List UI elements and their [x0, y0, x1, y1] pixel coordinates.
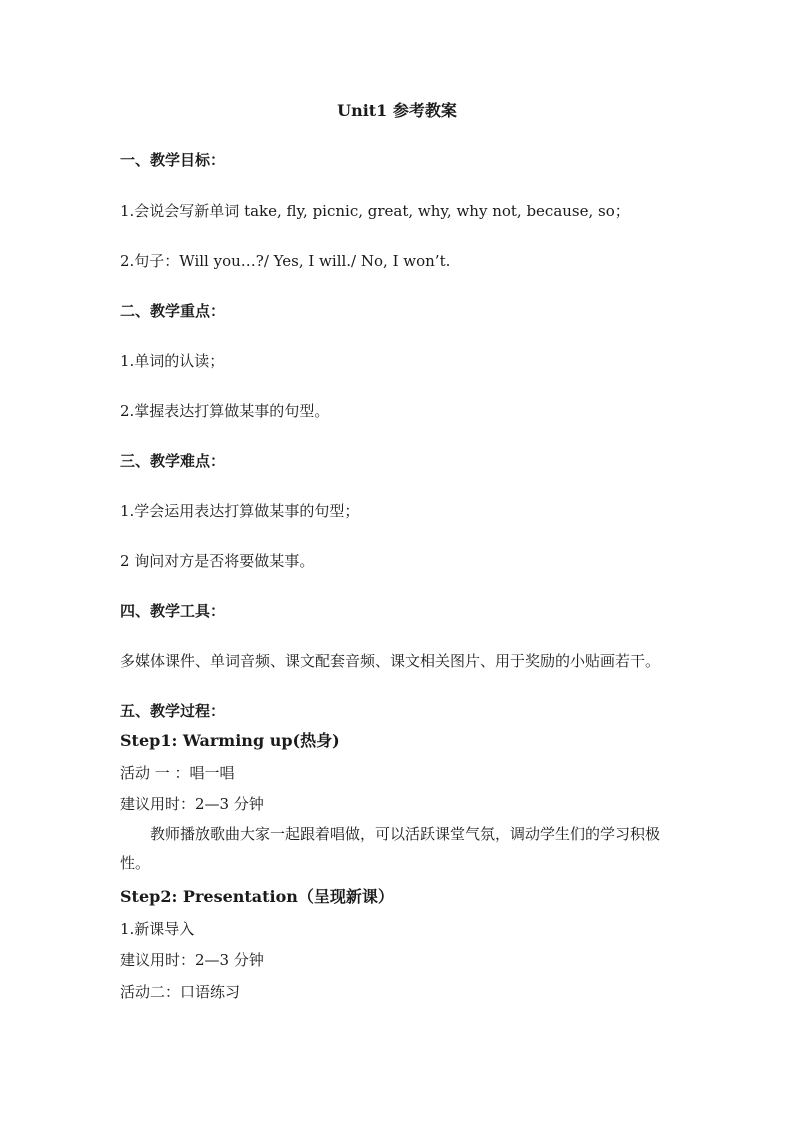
section-heading-key-points: 二、教学重点：: [120, 302, 226, 320]
document-title: Unit1 参考教案: [337, 101, 457, 120]
difficulty-item-2: 2 询问对方是否将要做某事。: [120, 552, 315, 570]
difficulty-item-1: 1.学会运用表达打算做某事的句型；: [120, 502, 360, 520]
section-heading-goals: 一、教学目标：: [120, 151, 226, 169]
section-heading-process: 五、教学过程：: [120, 702, 226, 720]
key-point-2: 2.掌握表达打算做某事的句型。: [120, 402, 330, 420]
section-heading-difficulties: 三、教学难点：: [120, 452, 226, 470]
section-heading-tools: 四、教学工具：: [120, 602, 226, 620]
step1-paragraph: 教师播放歌曲大家一起跟着唱做，可以活跃课堂气氛，调动学生们的学习积极性。: [120, 825, 661, 872]
goal-item-2: 2.句子：Will you…?/ Yes, I will./ No, I won’t.: [120, 252, 451, 270]
step1-heading: Step1: Warming up(热身): [120, 731, 340, 750]
step2-heading: Step2: Presentation（呈现新课）: [120, 887, 394, 906]
tools-text: 多媒体课件、单词音频、课文配套音频、课文相关图片、用于奖励的小贴画若干。: [120, 652, 661, 670]
activity-1: 活动 一 ：唱一唱: [120, 764, 235, 782]
suggested-time-2: 建议用时：2—3 分钟: [120, 951, 264, 969]
key-point-1: 1.单词的认读；: [120, 352, 225, 370]
suggested-time-1: 建议用时：2—3 分钟: [120, 795, 264, 813]
goal-item-1: 1.会说会写新单词 take, fly, picnic, great, why, why not, because, so；: [120, 202, 630, 220]
activity-2: 活动二：口语练习: [120, 983, 241, 1001]
step2-item-1: 1.新课导入: [120, 920, 195, 938]
